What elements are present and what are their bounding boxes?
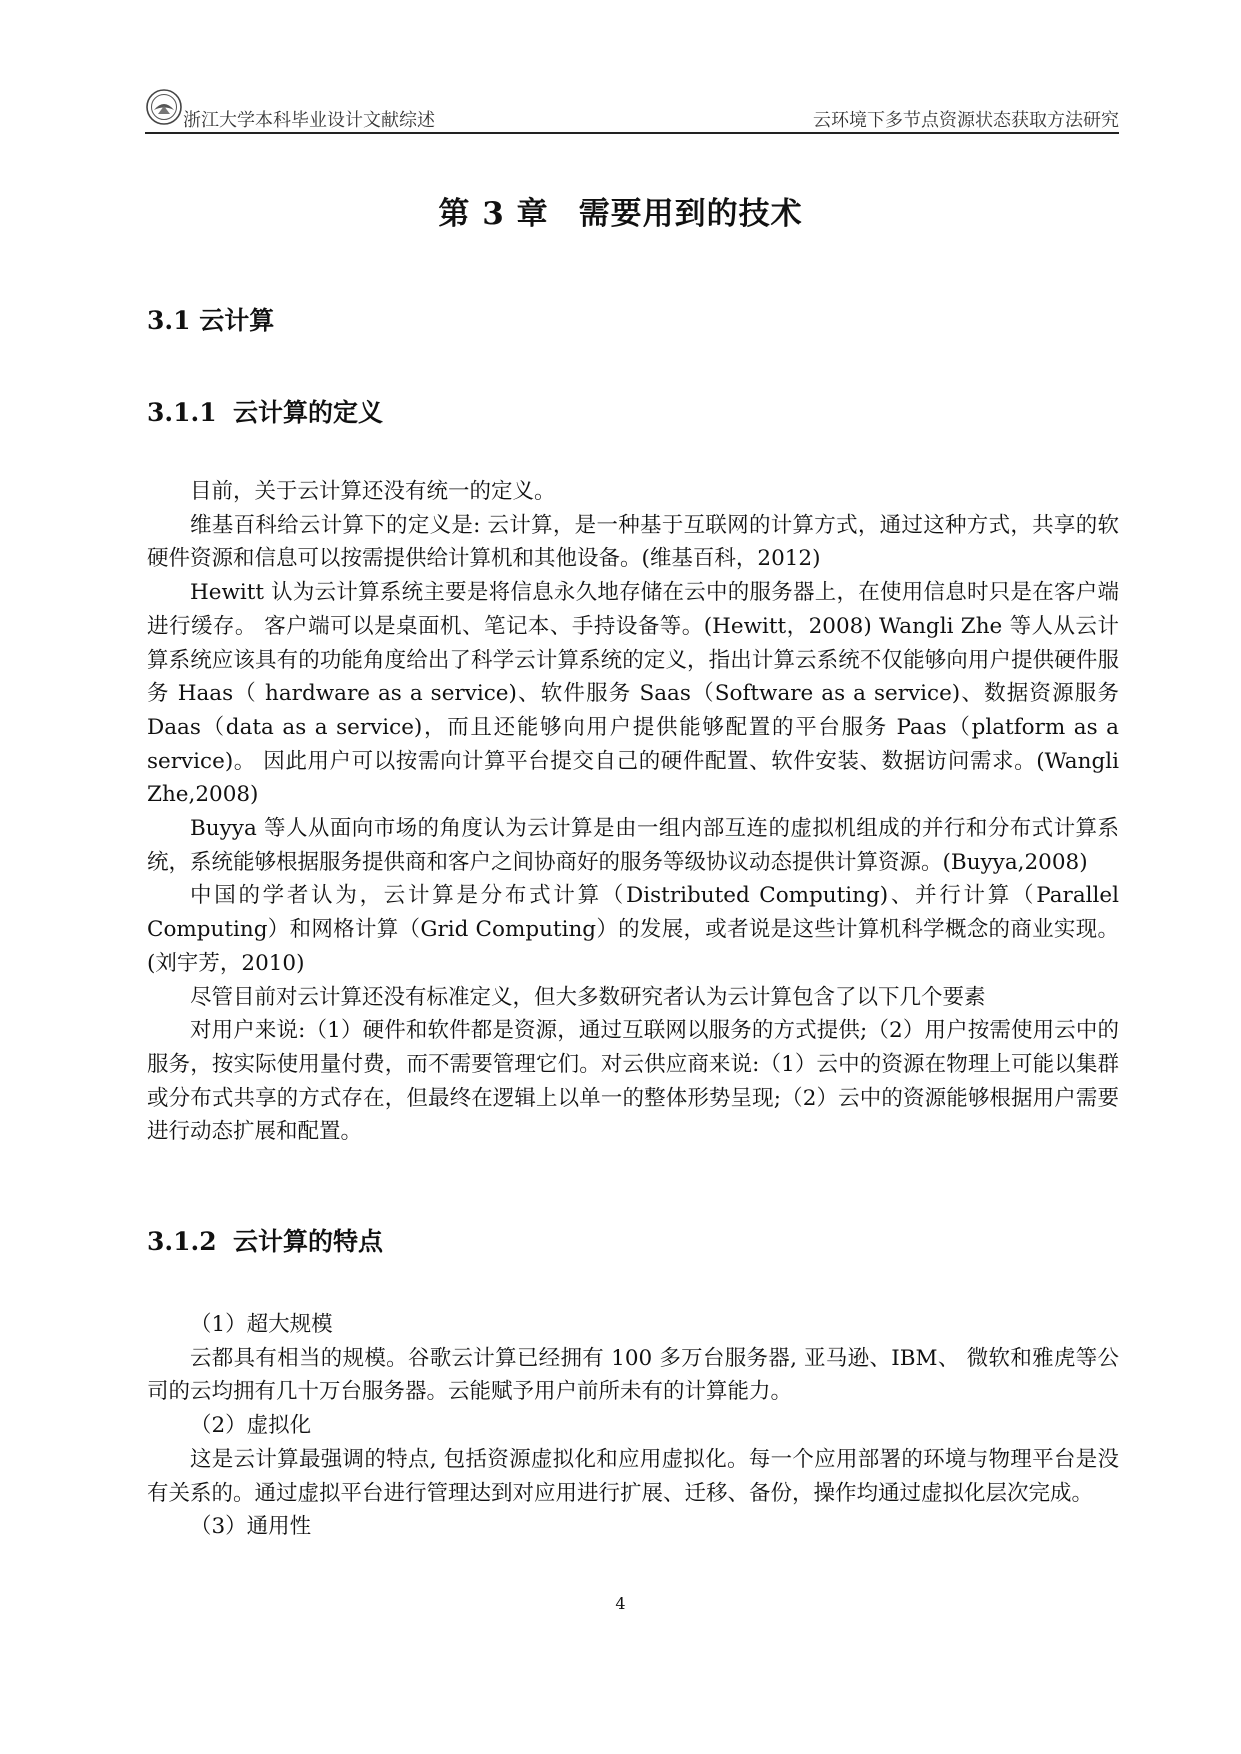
subsection-number: 3.1.2 [147,1227,217,1256]
subsection-title: 云计算的特点 [233,1227,384,1256]
header-divider [145,132,1119,134]
chapter-title [0,188,1241,233]
feature-heading: （3）通用性 [190,1514,312,1540]
subsection-heading [147,1222,383,1258]
features-body [147,1308,1119,1544]
subsection-title: 云计算的定义 [233,398,384,427]
header-left-text: 浙江大学本科毕业设计文献综述 [183,110,435,131]
section-heading: 3.1 云计算 [147,306,275,335]
page-number: 4 [615,1594,626,1613]
paragraph: 对用户来说:（1）硬件和软件都是资源，通过互联网以服务的方式提供;（2）用户按需使用云中的服务，按实际使用量付费，而不需要管理它们。对云供应商来说:（1）云中的资源在物理上可能以集群或分布式共享的方式存在，但最终在逻辑上以单一的整体形势呈现;（2）云中的资源能够根据用户需要进行动态扩展和配置。 [147,1018,1119,1145]
header-right-text: 云环境下多节点资源状态获取方法研究 [813,110,1119,131]
paragraph: Hewitt 认为云计算系统主要是将信息永久地存储在云中的服务器上，在使用信息时只是在客户端进行缓存。 客户端可以是桌面机、笔记本、手持设备等。(Hewitt，2008) Wangli Zhe 等人从云计算系统应该具有的功能角度给出了科学云计算系统的定义，指出计算云系统不仅能够向用户提供硬件服务 Haas（ hardware as a service)、软件服务 Saas（Software as a service)、数据资源服务 Daas（data as a service)，而且还能够向用户提供能够配置的平台服务 Paas（platform as a service)。 因此用户可以按需向计算平台提交自己的硬件配置、软件安装、数据访问需求。(Wangli Zhe,2008) [147,580,1119,808]
university-seal-icon [145,88,183,126]
paragraph: 云都具有相当的规模。谷歌云计算已经拥有 100 多万台服务器, 亚马逊、IBM、 微软和雅虎等公司的云均拥有几十万台服务器。云能赋予用户前所未有的计算能力。 [147,1345,1119,1405]
running-header [145,86,1119,132]
paragraph: 中国的学者认为，云计算是分布式计算（Distributed Computing)、并行计算（Parallel Computing）和网格计算（Grid Computing）的发展，或者说是这些计算机科学概念的商业实现。(刘宇芳，2010) [147,883,1119,976]
paragraph: 维基百科给云计算下的定义是: 云计算，是一种基于互联网的计算方式，通过这种方式，共享的软硬件资源和信息可以按需提供给计算机和其他设备。(维基百科，2012) [147,512,1119,572]
paragraph: 目前，关于云计算还没有统一的定义。 [190,479,556,504]
subsection-heading [147,393,383,429]
paragraph: Buyya 等人从面向市场的角度认为云计算是由一组内部互连的虚拟机组成的并行和分布式计算系统，系统能够根据服务提供商和客户之间协商好的服务等级协议动态提供计算资源。(Buyya,2008) [147,816,1119,875]
feature-heading: （2）虚拟化 [190,1413,312,1439]
paragraph: 尽管目前对云计算还没有标准定义，但大多数研究者认为云计算包含了以下几个要素 [190,984,986,1010]
chapter-number: 第 3 章 [438,196,549,232]
chapter-heading: 需要用到的技术 [578,196,803,232]
definition-body [147,475,1119,1149]
feature-heading: （1）超大规模 [190,1312,333,1337]
subsection-number: 3.1.1 [147,398,217,427]
paragraph: 这是云计算最强调的特点, 包括资源虚拟化和应用虚拟化。每一个应用部署的环境与物理平台是没有关系的。通过虚拟平台进行管理达到对应用进行扩展、迁移、备份，操作均通过虚拟化层次完成。 [147,1446,1119,1506]
